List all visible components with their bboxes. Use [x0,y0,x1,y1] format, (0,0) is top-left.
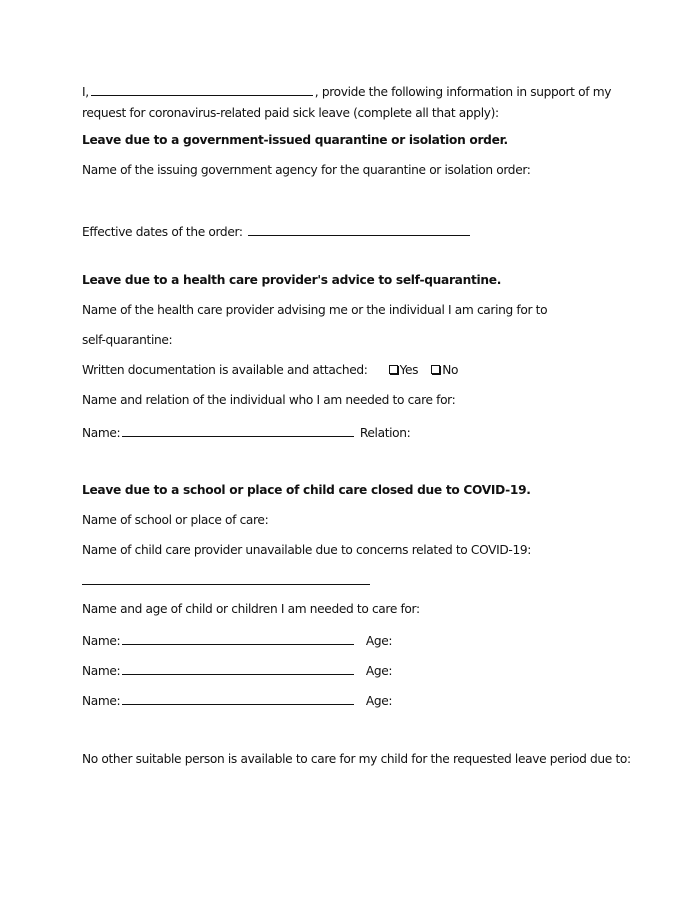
section-heading-school-closure: Leave due to a school or place of child care closed due to COVID-19. [82,483,531,497]
school-label: Name of school or place of care: [82,513,269,527]
children-intro: Name and age of child or children I am needed to care for: [82,602,420,616]
section-heading-health-care-provider: Leave due to a health care provider's advice to self-quarantine. [82,273,502,287]
intro-line-1 [82,83,611,99]
child-name-label: Name: [82,664,121,678]
child-name-label: Name: [82,634,121,648]
yes-label: Yes [399,363,419,377]
no-other-person-statement: No other suitable person is available to care for my child for the requested leave period due to: [82,752,631,766]
employee-name-field[interactable] [91,83,313,96]
child-row [82,662,392,678]
child-care-provider-row [82,572,370,588]
child-age-label: Age: [365,634,393,648]
effective-dates-row [82,223,472,239]
child-age-label: Age: [365,694,393,708]
intro-prefix: I, [82,85,89,99]
child-name-field[interactable] [122,632,354,645]
documentation-label: Written documentation is available and attached: [82,363,368,377]
agency-label: Name of the issuing government agency for the quarantine or isolation order: [82,163,531,177]
intro-line-2: request for coronavirus-related paid sick leave (complete all that apply): [82,106,499,120]
provider-label-line-1: Name of the health care provider advising me or the individual I am caring for to [82,303,548,317]
name-label: Name: [82,426,121,440]
provider-label-line-2: self-quarantine: [82,333,173,347]
child-care-provider-field[interactable] [82,572,370,585]
relation-label: Relation: [359,426,411,440]
individual-name-field[interactable] [122,424,354,437]
child-name-label: Name: [82,694,121,708]
name-relation-row [82,424,410,440]
section-heading-government-order: Leave due to a government-issued quarantine or isolation order. [82,133,508,147]
yes-checkbox[interactable] [389,365,398,374]
effective-dates-label: Effective dates of the order: [82,225,243,239]
no-label: No [442,363,459,377]
child-age-label: Age: [365,664,393,678]
child-row [82,632,392,648]
documentation-row [82,363,458,377]
no-checkbox[interactable] [431,365,440,374]
child-name-field[interactable] [122,692,354,705]
child-row [82,692,392,708]
intro-suffix: , provide the following information in support of my [314,85,612,99]
child-care-provider-label: Name of child care provider unavailable due to concerns related to COVID-19: [82,543,532,557]
relation-intro: Name and relation of the individual who I am needed to care for: [82,393,456,407]
effective-dates-field[interactable] [248,223,470,236]
child-name-field[interactable] [122,662,354,675]
